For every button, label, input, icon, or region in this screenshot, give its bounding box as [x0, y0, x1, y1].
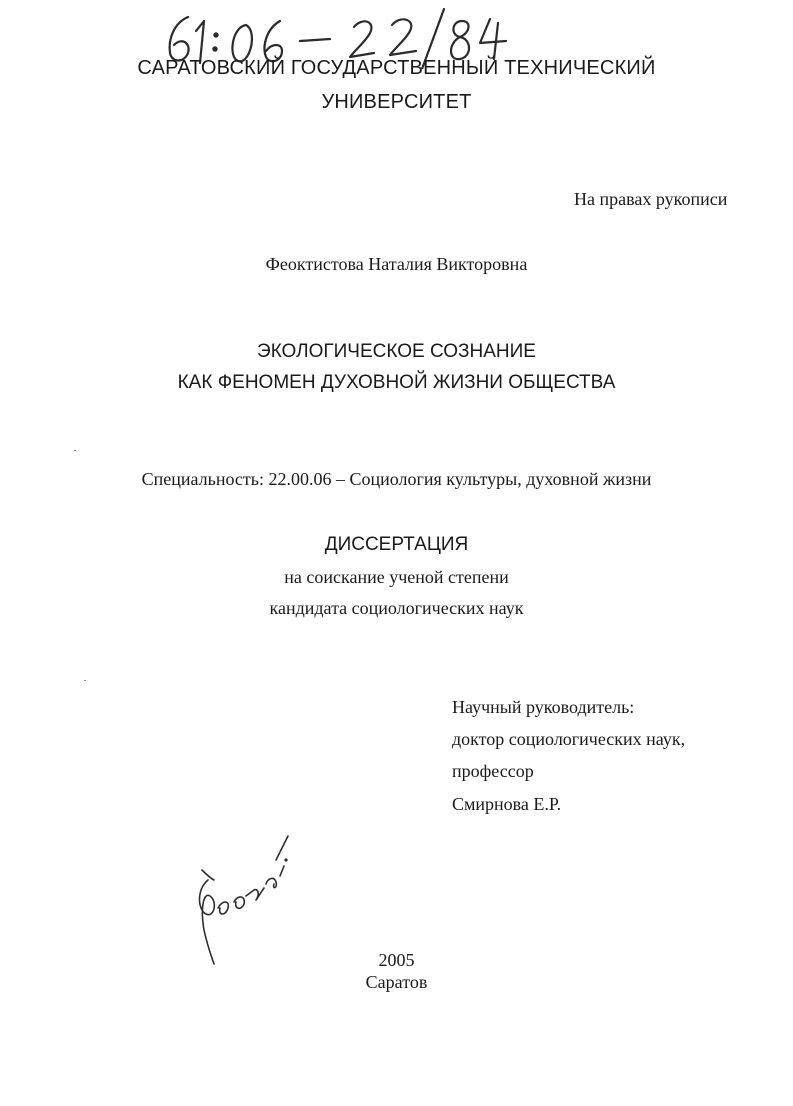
scan-speck: [84, 680, 86, 681]
city: Саратов: [365, 972, 428, 992]
work-type-heading: ДИССЕРТАЦИЯ: [324, 534, 469, 555]
scan-speck: [74, 450, 76, 451]
university-name-line-2: УНИВЕРСИТЕТ: [321, 91, 472, 113]
supervisor-label: Научный руководитель:: [452, 697, 635, 717]
author-name: Феоктистова Наталия Викторовна: [265, 254, 528, 274]
university-name-line-1: САРАТОВСКИЙ ГОСУДАРСТВЕННЫЙ ТЕХНИЧЕСКИЙ: [137, 57, 656, 79]
supervisor-name: Смирнова Е.Р.: [452, 794, 562, 814]
specialty-line: Специальность: 22.00.06 – Социология культуры, духовной жизни: [141, 469, 652, 489]
handwritten-signature: [188, 830, 298, 970]
year: 2005: [378, 950, 415, 970]
manuscript-note: На правах рукописи: [574, 189, 728, 209]
degree-line-1: на соискание ученой степени: [284, 567, 509, 587]
dissertation-title-line-2: КАК ФЕНОМЕН ДУХОВНОЙ ЖИЗНИ ОБЩЕСТВА: [177, 372, 616, 393]
supervisor-rank: профессор: [452, 761, 534, 781]
degree-line-2: кандидата социологических наук: [269, 598, 524, 618]
supervisor-degree: доктор социологических наук,: [452, 729, 686, 749]
dissertation-title-line-1: ЭКОЛОГИЧЕСКОЕ СОЗНАНИЕ: [257, 341, 536, 362]
